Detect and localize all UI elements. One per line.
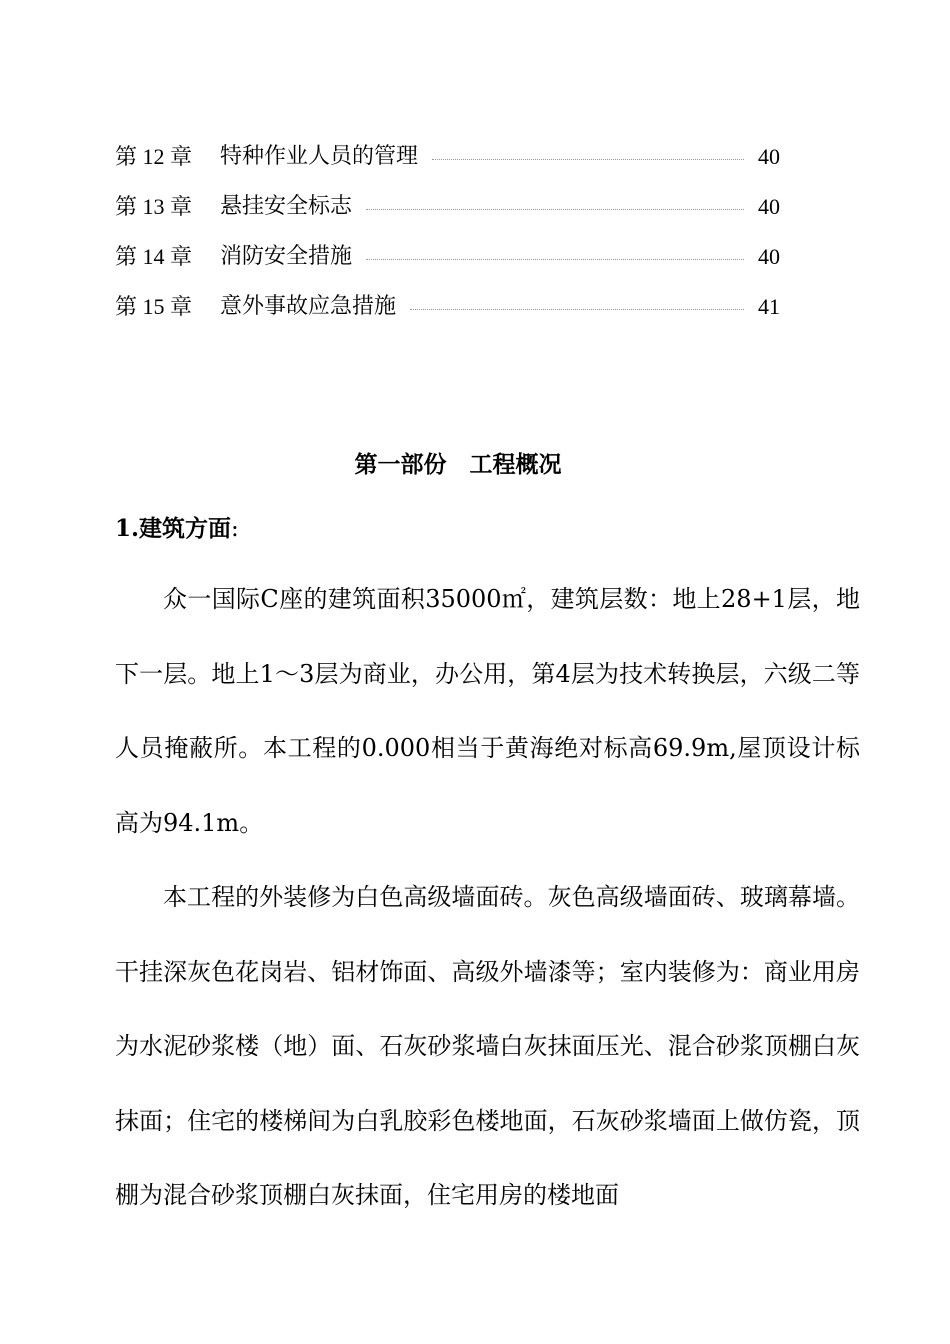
paragraph: 本工程的外装修为白色高级墙面砖。灰色高级墙面砖、玻璃幕墙。干挂深灰色花岗岩、铝材饰面、高级外墙漆等；室内装修为：商业用房为水泥砂浆楼（地）面、石灰砂浆墙白灰抹面压光、混合砂浆顶棚白灰抹面；住宅的楼梯间为白乳胶彩色楼地面，石灰砂浆墙面上做仿瓷，顶棚为混合砂浆顶棚白灰抹面，住宅用房的楼地面 — [115, 883, 860, 1209]
toc-dot-leader — [410, 309, 744, 310]
body-text — [115, 562, 860, 1233]
toc-dot-leader — [432, 159, 744, 160]
toc-page-number: 40 — [758, 144, 780, 169]
section-title — [115, 512, 239, 546]
toc-chapter-title: 意外事故应急措施 — [220, 294, 397, 319]
section-title-colon: : — [231, 516, 239, 542]
toc-page-number: 40 — [758, 194, 780, 219]
toc-chapter-number: 第 13 章 — [115, 194, 193, 219]
toc-entry[interactable] — [115, 232, 780, 282]
toc-chapter-number: 第 15 章 — [115, 294, 193, 319]
toc-chapter-number: 第 14 章 — [115, 244, 193, 269]
paragraph: 众一国际C座的建筑面积35000㎡，建筑层数：地上28+1层，地下一层。地上1～3层为商业，办公用，第4层为技术转换层，六级二等人员掩蔽所。本工程的0.000相当于黄海绝对标高69.9m,屋顶设计标高为94.1m。 — [115, 585, 860, 837]
section-title-text: 1.建筑方面 — [115, 515, 232, 542]
toc-chapter-title: 特种作业人员的管理 — [220, 144, 419, 169]
toc-entry[interactable] — [115, 182, 780, 232]
toc-chapter-title: 消防安全措施 — [220, 244, 353, 269]
toc-chapter-number: 第 12 章 — [115, 144, 193, 169]
toc-entry[interactable] — [115, 282, 780, 332]
toc-dot-leader — [366, 209, 744, 210]
table-of-contents — [115, 132, 780, 332]
toc-dot-leader — [366, 259, 744, 260]
toc-chapter-title: 悬挂安全标志 — [220, 194, 353, 219]
toc-entry[interactable] — [115, 132, 780, 182]
part-title: 第一部份 工程概况 — [354, 451, 562, 478]
toc-page-number: 41 — [758, 294, 780, 319]
toc-page-number: 40 — [758, 244, 780, 269]
